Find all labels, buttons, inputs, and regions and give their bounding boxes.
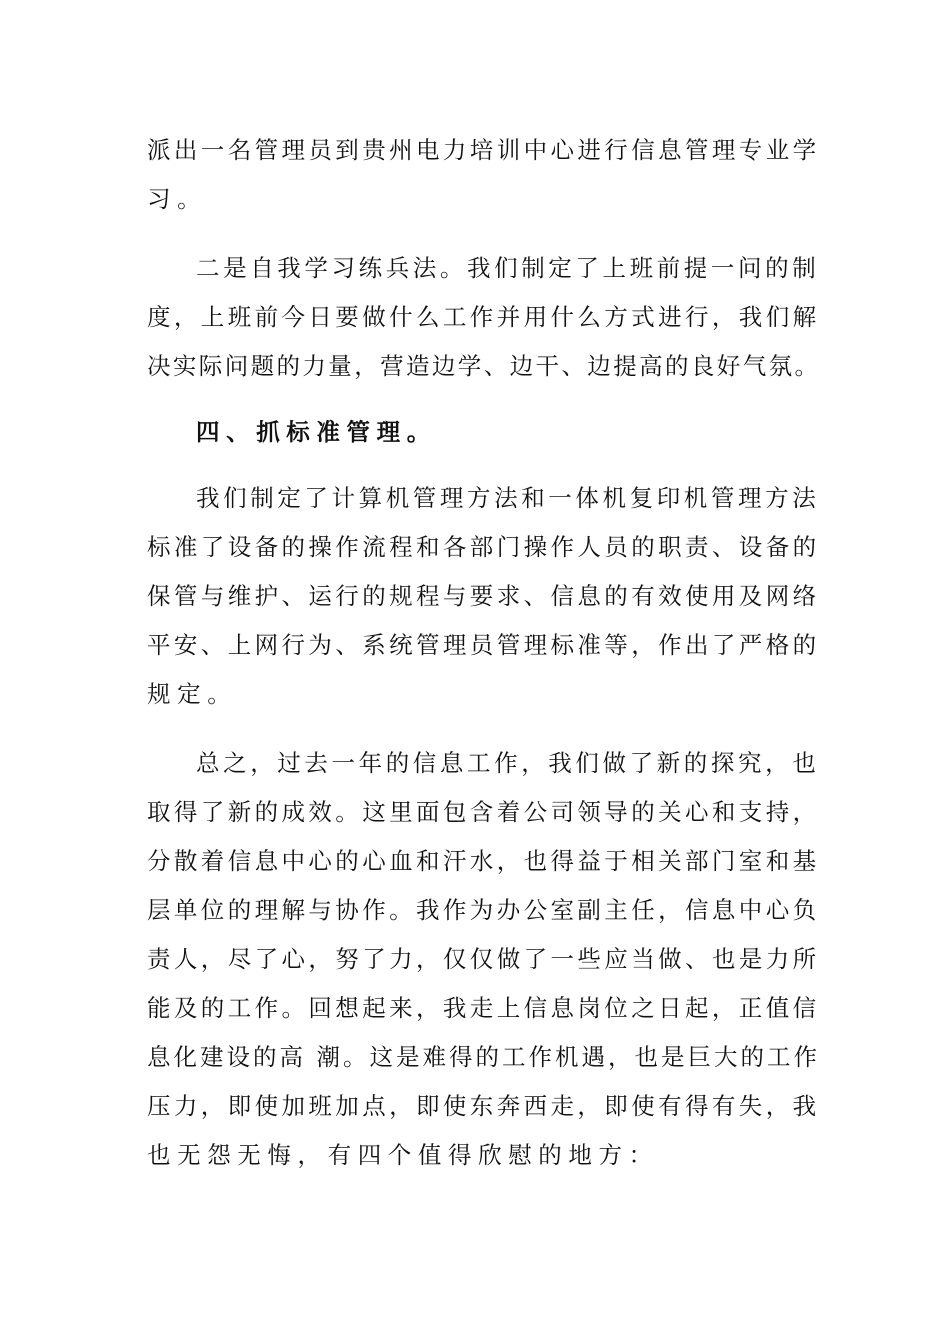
paragraph-line: 取得了新的成效。这里面包含着公司领导的关心和支持， [147,798,820,826]
paragraph-line: 决实际问题的力量，营造边学、边干、边提高的良好气氛。 [147,352,821,380]
paragraph-line: 习。 [147,185,208,213]
paragraph-line: 息化建设的高 潮。这是难得的工作机遇，也是巨大的工作 [147,1043,820,1071]
paragraph-line: 我们制定了计算机管理方法和一体机复印机管理方法 [196,484,820,512]
paragraph-line: 也无怨无悔，有四个值得欣慰的地方： [147,1141,659,1169]
paragraph-line: 总之，过去一年的信息工作，我们做了新的探究，也 [196,749,820,777]
paragraph-line: 度，上班前今日要做什么工作并用什么方式进行，我们解 [147,303,820,331]
paragraph-line: 标准了设备的操作流程和各部门操作人员的职责、设备的 [147,533,820,561]
section-heading: 四、抓标准管理。 [196,418,437,446]
paragraph-line: 二是自我学习练兵法。我们制定了上班前提一问的制 [196,254,820,282]
paragraph-line: 保管与维护、运行的规程与要求、信息的有效使用及网络 [147,582,820,610]
paragraph-line: 层单位的理解与协作。我作为办公室副主任，信息中心负 [147,896,820,924]
paragraph-line: 能及的工作。回想起来，我走上信息岗位之日起，正值信 [147,994,820,1022]
paragraph-line: 压力，即使加班加点，即使东奔西走，即使有得有失，我 [147,1092,820,1120]
paragraph-line: 平安、上网行为、系统管理员管理标准等，作出了严格的 [147,631,820,659]
paragraph-line: 分散着信息中心的心血和汗水，也得益于相关部门室和基 [147,847,820,875]
paragraph-line: 责人，尽了心，努了力，仅仅做了一些应当做、也是力所 [147,945,820,973]
paragraph-line: 规定。 [147,680,238,708]
paragraph-line: 派出一名管理员到贵州电力培训中心进行信息管理专业学 [147,136,820,164]
